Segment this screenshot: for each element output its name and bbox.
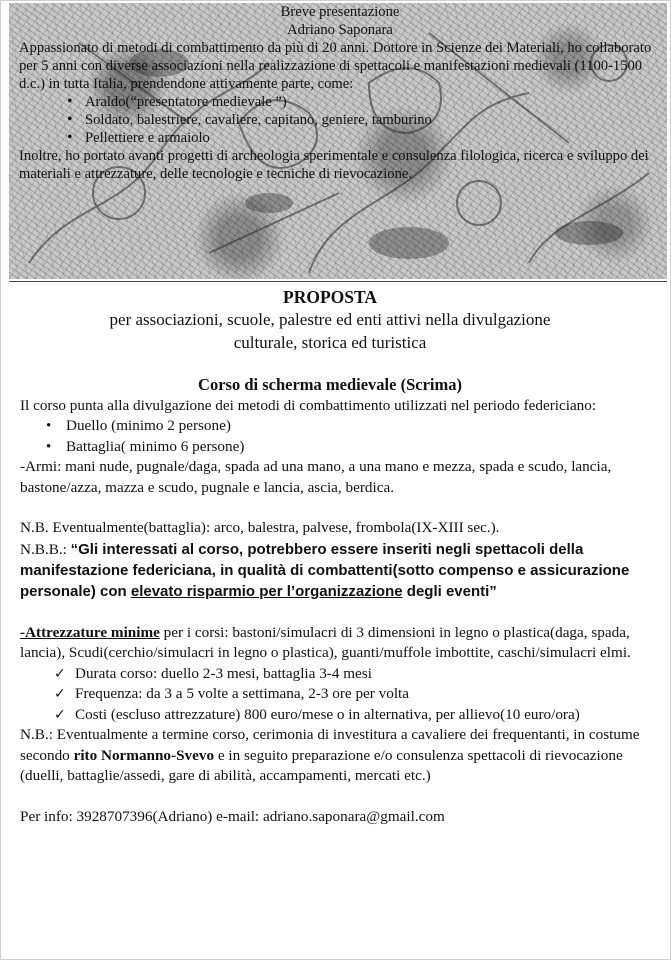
author-projects: Inoltre, ho portato avanti progetti di archeologia sperimentale e consulenza filologica, ricerca e sviluppo dei materiali e attrezzature, delle tecnologie e tecniche di rievocazione. <box>19 148 649 182</box>
proposal-subtitle-line1: per associazioni, scuole, palestre ed enti attivi nella divulgazione <box>109 310 551 329</box>
contact-info: Per info: 3928707396(Adriano) e-mail: adriano.saponara@gmail.com <box>20 807 445 825</box>
course-detail-item: ✓ Costi (escluso attrezzature) 800 euro/mese o in alternativa, per allievo(10 euro/ora) <box>54 705 640 726</box>
course-title: Corso di scherma medievale (Scrima) <box>198 375 462 394</box>
proposal-title: PROPOSTA <box>283 287 377 307</box>
course-nb: N.B. Eventualmente(battaglia): arco, balestra, palvese, frombola(IX-XIII sec.). <box>20 519 500 536</box>
course-details-list <box>20 664 640 726</box>
roles-list <box>19 93 661 147</box>
nbb-label: N.B.B.: <box>20 540 71 558</box>
nbb-text-2: degli eventi” <box>402 582 497 600</box>
final-note-bold: rito Normanno-Svevo <box>73 746 215 764</box>
proposal-body <box>20 286 640 827</box>
role-item: • Soldato, balestriere, cavaliere, capitano, geniere, tamburino <box>67 111 661 129</box>
final-note-text-1: N.B.: Eventualmente a termine corso, cerimonia di investitura a cavaliere dei frequentanti, in costume secondo <box>20 726 640 764</box>
course-intro: Il corso punta alla divulgazione dei metodi di combattimento utilizzati nel periodo federiciano: <box>20 396 597 414</box>
course-arms: -Armi: mani nude, pugnale/daga, spada ad una mano, a una mano e mezza, spada e scudo, lancia, bastone/azza, mazza e scudo, pugnale e lancia, ascia, berdica. <box>20 458 612 496</box>
presentation-text <box>19 3 661 183</box>
course-type-item: • Battaglia( minimo 6 persone) <box>46 437 640 458</box>
spacer <box>20 602 640 623</box>
equipment-text: per i corsi: bastoni/simulacri di 3 dimensioni in legno o plastica(daga, spada, lancia), Scudi(cerchio/simulacri in legno o plastica), guanti/muffole imbottite, caschi/simulacri elmi. <box>20 623 631 661</box>
presentation-title: Breve presentazione <box>280 4 400 20</box>
divider <box>9 281 667 282</box>
final-note-text-2: e in seguito preparazione e/o consulenza spettacoli di rievocazione (duelli, battaglie/assedi, gare di abilità, accampamenti, mercati etc.) <box>20 746 623 784</box>
role-item: • Pellettiere e armaiolo <box>67 129 661 147</box>
nbb-text-1: “Gli interessati al corso, potrebbero essere inseriti negli spettacoli della manifestazione federiciana, in qualità di combattenti(sotto compenso e assicurazione personale) con <box>20 540 630 600</box>
presentation-header <box>9 3 667 279</box>
course-types-list <box>20 416 640 457</box>
equipment-paragraph <box>20 623 640 664</box>
author-name: Adriano Saponara <box>287 22 393 38</box>
final-note <box>20 725 640 787</box>
role-item: • Araldo(“presentatore medievale ”) <box>67 93 661 111</box>
author-bio: Appassionato di metodi di combattimento da più di 20 anni. Dottore in Scienze dei Materiali, ho collaborato per 5 anni con diverse associazioni nella realizzazione di spettacoli e manifestazioni medievali (1100-1500 d.c.) in tutta Italia, prendendone attivamente parte, come: <box>19 40 652 92</box>
equipment-label: -Attrezzature minime <box>20 623 160 641</box>
course-detail-item: ✓ Frequenza: da 3 a 5 volte a settimana, 2-3 ore per volta <box>54 684 640 705</box>
proposal-subtitle-line2: culturale, storica ed turistica <box>233 333 427 352</box>
course-nbb <box>20 539 640 602</box>
nbb-underlined: elevato risparmio per l’organizzazione <box>130 582 403 600</box>
course-detail-item: ✓ Durata corso: duello 2-3 mesi, battaglia 3-4 mesi <box>54 664 640 685</box>
spacer <box>20 787 640 807</box>
spacer <box>20 498 640 518</box>
course-type-item: • Duello (minimo 2 persone) <box>46 416 640 437</box>
